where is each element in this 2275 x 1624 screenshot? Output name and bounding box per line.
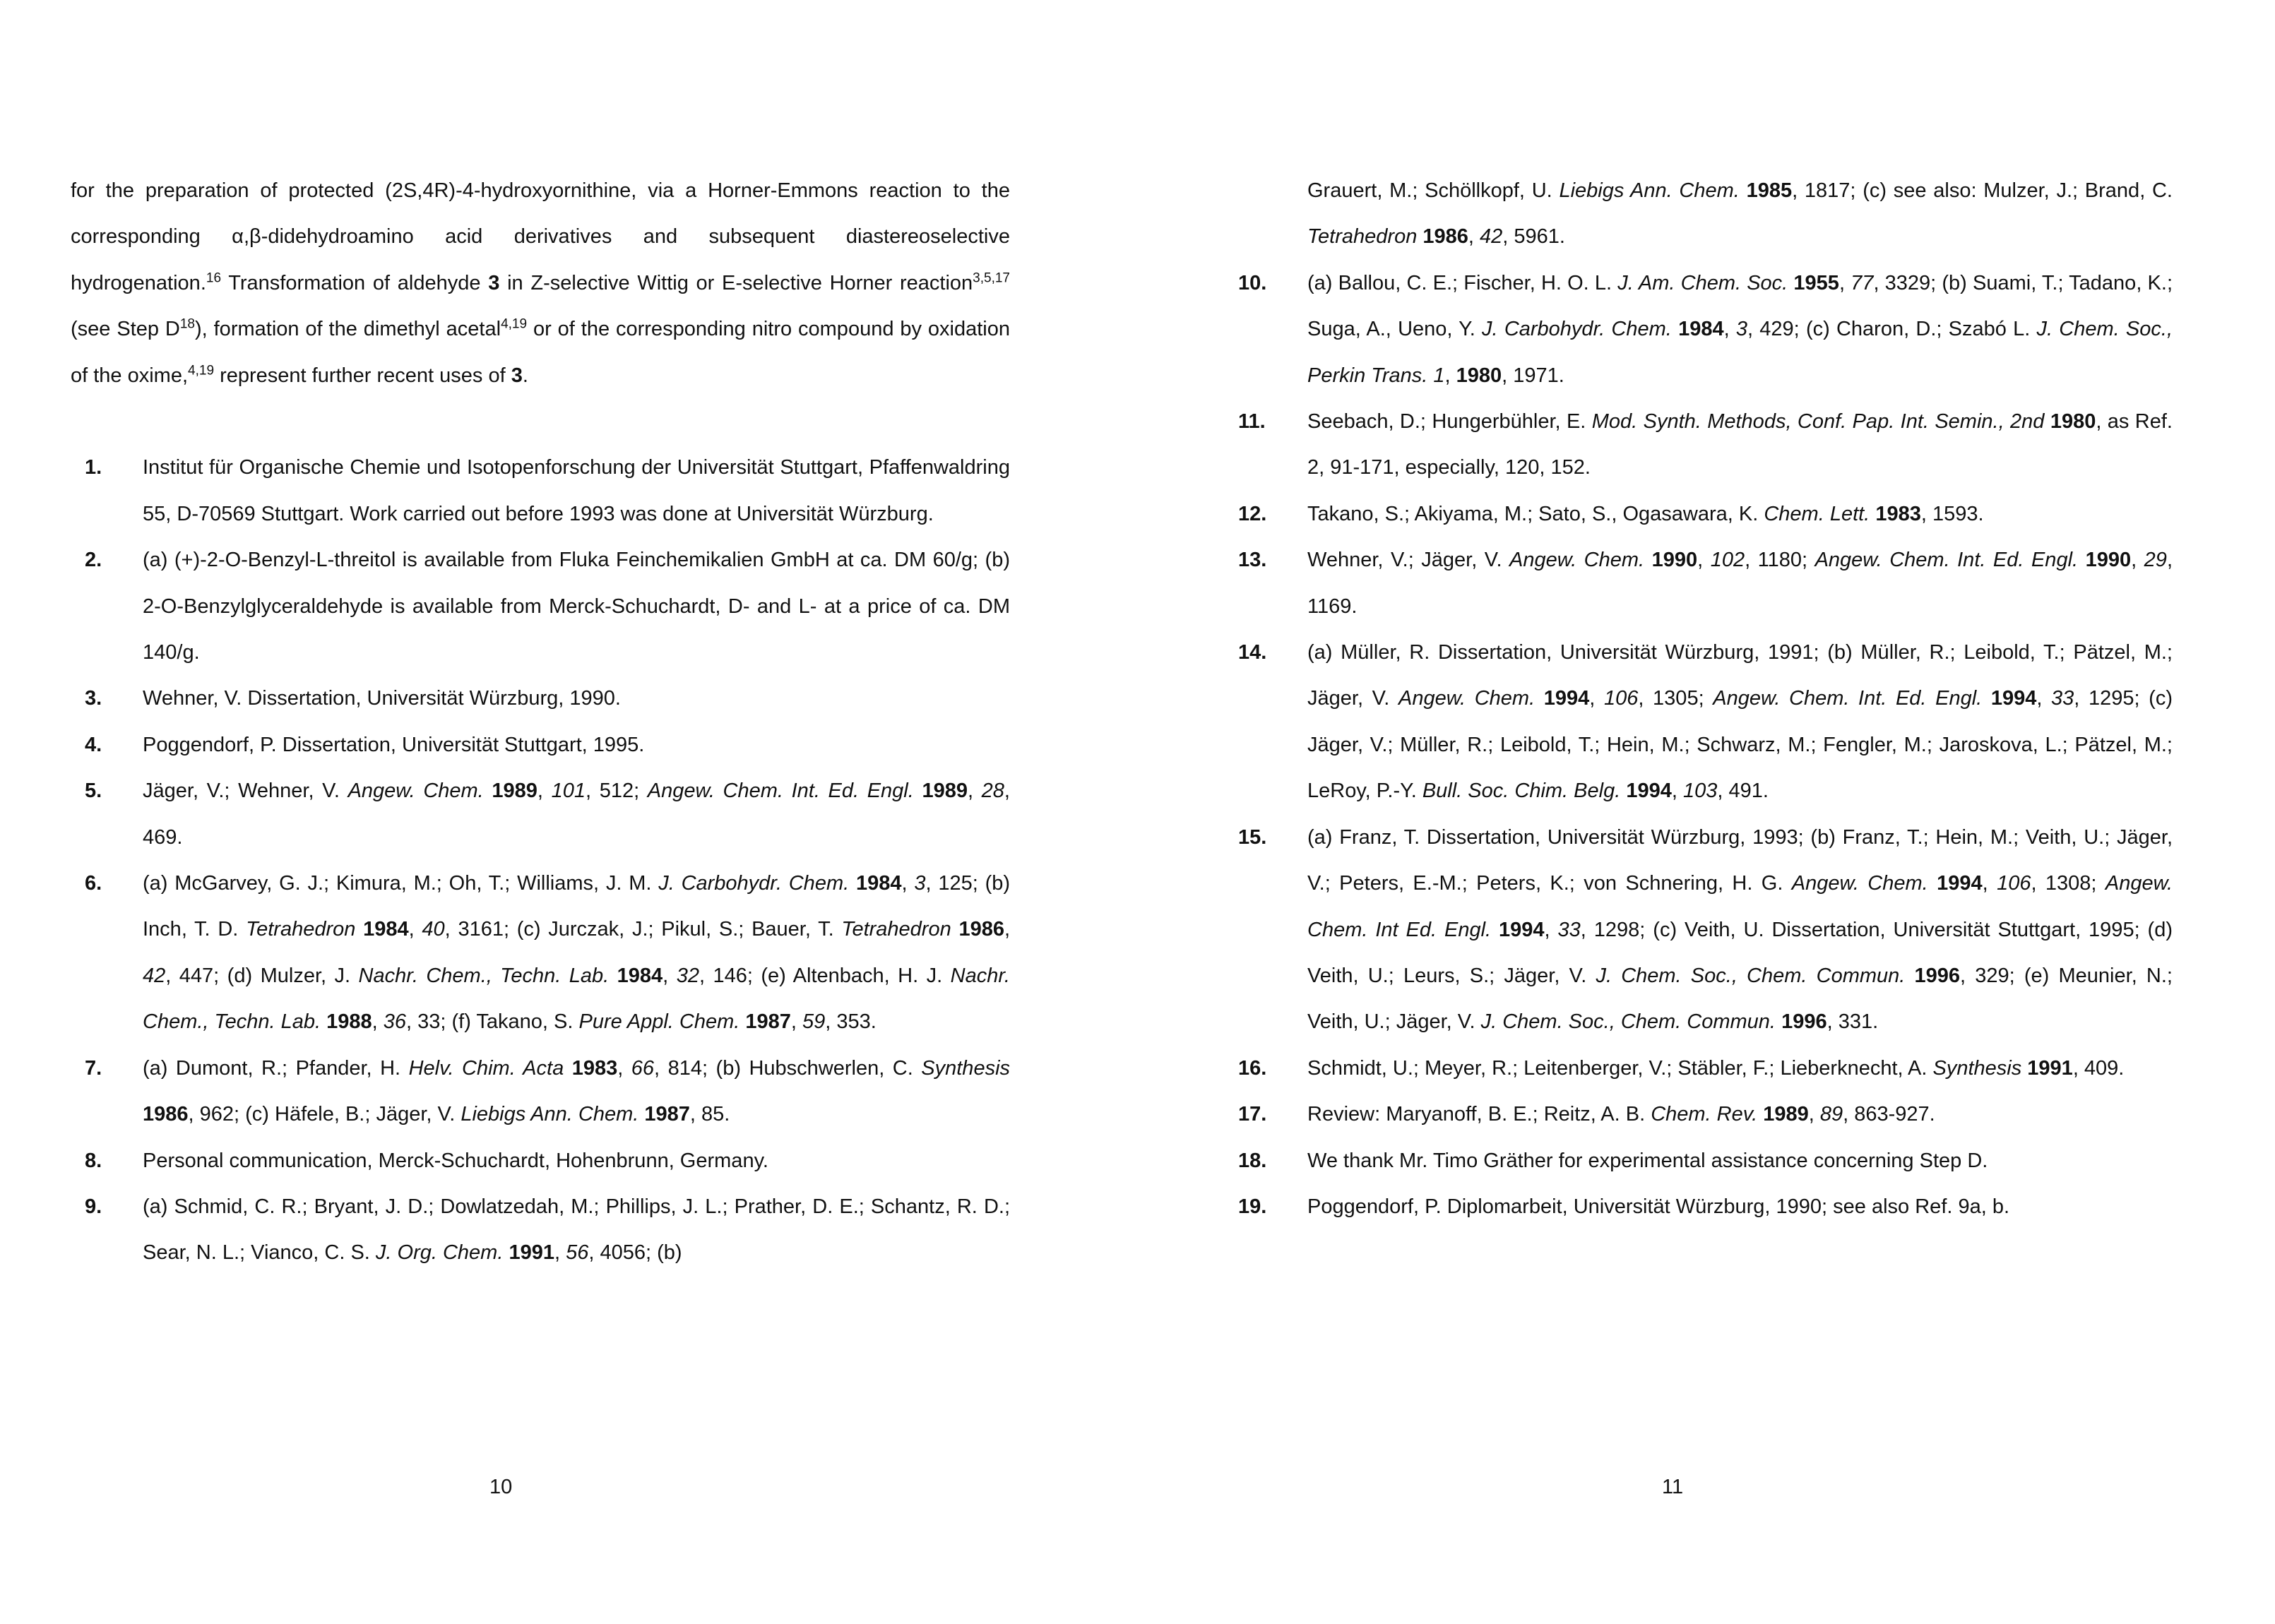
bold-text: 1980: [1456, 364, 1502, 387]
reference-item: [1238, 491, 2173, 537]
bold-text: 1989: [922, 780, 968, 803]
bold-text: 1994: [1626, 780, 1672, 803]
text-run: ,: [1839, 271, 1851, 294]
bold-text: 1990: [1651, 549, 1698, 572]
text-run: [2044, 410, 2050, 433]
text-run: , 331.: [1826, 1010, 1879, 1034]
text-run: (a) McGarvey, G. J.; Kimura, M.; Oh, T.; Williams, J. M.: [143, 872, 659, 895]
reference-item: [71, 768, 1010, 861]
italic-text: Angew. Chem. Int. Ed. Engl.: [647, 780, 914, 803]
text-run: [2078, 549, 2086, 571]
text-run: [609, 965, 617, 987]
text-run: Schmidt, U.; Meyer, R.; Leitenberger, V.; Stäbler, F.; Lieberknecht, A.: [1307, 1056, 1933, 1080]
text-run: ,: [554, 1241, 566, 1265]
italic-text: 101: [551, 780, 586, 803]
reference-item: [1238, 815, 2173, 1046]
reference-item: [1238, 168, 2173, 261]
italic-text: Liebigs Ann. Chem.: [1559, 179, 1740, 202]
bold-text: 3: [511, 364, 523, 387]
text-run: ,: [1468, 225, 1480, 249]
text-run: [1982, 687, 1991, 710]
reference-number: 15.: [1238, 825, 1267, 849]
text-run: , 4056; (b): [588, 1241, 682, 1265]
text-run: ,: [1544, 918, 1558, 941]
bold-text: 1994: [1499, 918, 1545, 941]
bold-text: 1987: [644, 1103, 690, 1126]
text-run: ,: [372, 1010, 384, 1034]
text-run: ,: [1723, 318, 1736, 341]
italic-text: J. Chem. Soc., Chem. Commun.: [1596, 964, 1906, 987]
text-run: Seebach, D.; Hungerbühler, E.: [1307, 410, 1592, 434]
reference-number: 1.: [85, 456, 102, 479]
text-run: Transformation of aldehyde: [221, 271, 489, 294]
reference-text: [143, 537, 1010, 676]
italic-text: Angew. Chem.: [348, 780, 484, 803]
italic-text: 40: [422, 918, 445, 941]
reference-number: 9.: [85, 1195, 102, 1218]
reference-number: 4.: [85, 733, 102, 756]
bold-text: 1991: [2027, 1056, 2073, 1080]
text-run: [1928, 872, 1937, 895]
text-run: [1535, 687, 1544, 710]
text-run: , 5961.: [1502, 225, 1565, 249]
italic-text: Tetrahedron: [1307, 225, 1418, 249]
bold-text: 1984: [363, 918, 409, 941]
reference-item: [1238, 537, 2173, 630]
italic-text: 103: [1682, 780, 1718, 803]
bold-text: 1991: [509, 1241, 554, 1265]
text-run: , 1295; (c) Jäger, V.; Müller, R.; Leibold, T.; Hein, M.; Schwarz, M.; Fengler, M.; Jaroskova, L.; Pätzel, M.; LeRoy, P.-Y.: [1307, 687, 2173, 803]
citation-superscript: 16: [206, 270, 222, 286]
reference-item: [71, 445, 1010, 537]
bold-text: 1988: [326, 1010, 372, 1034]
text-run: [1740, 179, 1747, 202]
text-run: (a) Schmid, C. R.; Bryant, J. D.; Dowlatzedah, M.; Phillips, J. L.; Prather, D. E.; Schantz, R. D.; Sear, N. L.; Vianco, C. S.: [143, 1195, 1010, 1265]
italic-text: 33: [1557, 918, 1581, 941]
text-run: (a) Dumont, R.; Pfander, H.: [143, 1056, 409, 1080]
bold-text: 1987: [745, 1010, 791, 1034]
text-run: for the preparation of protected (2S,4R)-4-hydroxyornithine, via a Horner-Emmons reaction to the corresponding α,β-didehydroamino acid derivatives and subsequent diastereoselective hydrogenation.: [71, 179, 1010, 294]
reference-item: [1238, 261, 2173, 399]
text-run: ,: [1004, 918, 1011, 941]
reference-number: 5.: [85, 780, 102, 803]
text-run: [849, 872, 856, 895]
reference-list: [1238, 168, 2173, 1230]
reference-number: 6.: [85, 872, 102, 895]
reference-item: [71, 537, 1010, 676]
bold-text: 1996: [1914, 964, 1961, 987]
text-run: , 447; (d) Mulzer, J.: [165, 964, 359, 987]
text-run: [1905, 965, 1914, 987]
text-run: , 85.: [689, 1103, 730, 1126]
reference-number: 14.: [1238, 641, 1267, 664]
bold-text: 1980: [2050, 410, 2096, 434]
text-run: ,: [663, 964, 677, 987]
reference-number: 18.: [1238, 1149, 1267, 1172]
reference-text: [143, 1046, 1010, 1138]
text-run: , 3161; (c) Jurczak, J.; Pikul, S.; Bauer, T.: [444, 918, 842, 941]
text-run: , 409.: [2072, 1056, 2125, 1080]
text-run: Review: Maryanoff, B. E.; Reitz, A. B.: [1307, 1103, 1651, 1126]
italic-text: 102: [1710, 549, 1745, 572]
text-run: ,: [617, 1056, 631, 1080]
text-run: , 512;: [586, 780, 648, 803]
text-run: represent further recent uses of: [214, 364, 511, 387]
bold-text: 1984: [617, 964, 663, 987]
citation-superscript: 4,19: [188, 362, 215, 378]
reference-text: [1307, 399, 2173, 491]
reference-text: [143, 722, 1010, 768]
italic-text: Tetrahedron: [841, 918, 951, 941]
italic-text: Chem. Lett.: [1764, 502, 1870, 525]
italic-text: Angew. Chem. Int. Ed. Engl.: [1814, 549, 2079, 572]
italic-text: 36: [383, 1010, 406, 1034]
text-run: Poggendorf, P. Dissertation, Universität Stuttgart, 1995.: [143, 733, 645, 756]
text-run: [951, 918, 959, 941]
text-run: (a) Müller, R. Dissertation, Universität Würzburg, 1991; (b) Müller, R.; Leibold, T.; Pätzel, M.; Jäger, V.: [1307, 641, 2173, 710]
bold-text: 1989: [1763, 1103, 1809, 1126]
italic-text: Helv. Chim. Acta: [408, 1056, 564, 1080]
bold-text: 1986: [1422, 225, 1468, 249]
intro-paragraph: [71, 168, 1010, 399]
bold-text: 1985: [1746, 179, 1793, 202]
text-run: We thank Mr. Timo Gräther for experimental assistance concerning Step D.: [1307, 1149, 1988, 1172]
text-run: .: [522, 364, 528, 387]
italic-text: 32: [676, 964, 699, 987]
reference-text: [1307, 1138, 2173, 1184]
citation-superscript: 18: [179, 316, 195, 332]
page-number: 11: [1662, 1476, 1684, 1498]
text-run: , 1298; (c) Veith, U. Dissertation, Universität Stuttgart, 1995; (d) Veith, U.; Leurs, S.; Jäger, V.: [1307, 918, 2173, 987]
italic-text: 56: [566, 1241, 589, 1265]
text-run: ,: [1589, 687, 1604, 710]
reference-text: [1307, 1046, 2173, 1092]
text-run: ,: [408, 918, 422, 941]
italic-text: Nachr. Chem., Techn. Lab.: [358, 964, 610, 987]
text-run: , 429; (c) Charon, D.; Szabó L.: [1747, 318, 2037, 341]
italic-text: Synthesis: [1932, 1056, 2022, 1080]
italic-text: Angew. Chem. Int. Ed. Engl.: [1713, 687, 1983, 710]
reference-text: [143, 1138, 1010, 1184]
text-run: [1644, 549, 1652, 571]
text-run: , 469.: [143, 780, 1010, 849]
bold-text: 1986: [958, 918, 1004, 941]
text-run: , 962; (c) Häfele, B.; Jäger, V.: [188, 1103, 461, 1126]
text-run: ,: [1444, 364, 1456, 387]
text-run: Jäger, V.; Wehner, V.: [143, 780, 348, 803]
text-run: , 1817; (c) see also: Mulzer, J.; Brand, C.: [1792, 179, 2173, 202]
italic-text: 66: [631, 1056, 655, 1080]
reference-number: 3.: [85, 687, 102, 710]
italic-text: 42: [143, 964, 166, 987]
text-run: , 329; (e) Meunier, N.; Veith, U.; Jäger, V.: [1307, 964, 2173, 1034]
reference-number: 8.: [85, 1149, 102, 1172]
text-run: , 125; (b) Inch, T. D.: [143, 872, 1011, 941]
text-run: Grauert, M.; Schöllkopf, U.: [1307, 179, 1560, 202]
text-run: , 146; (e) Altenbach, H. J.: [699, 964, 951, 987]
text-run: , 1169.: [1307, 549, 2173, 618]
reference-text: [1307, 815, 2173, 1046]
reference-item: [1238, 630, 2173, 815]
text-run: , 1308;: [2031, 872, 2105, 895]
citation-superscript: 4,19: [501, 316, 528, 332]
italic-text: Angew. Chem. Int Ed. Engl.: [1307, 872, 2173, 941]
text-run: (a) Franz, T. Dissertation, Universität Würzburg, 1993; (b) Franz, T.; Hein, M.; Veith, U.; Jäger, V.; Peters, E.-M.; Peters, K.; von Schnering, H. G.: [1307, 825, 2173, 895]
bold-text: 1984: [1678, 318, 1724, 341]
text-run: [1491, 919, 1499, 941]
text-run: , 491.: [1717, 780, 1769, 803]
text-run: [1757, 1103, 1763, 1126]
reference-number: 10.: [1238, 271, 1267, 294]
text-run: ,: [2131, 549, 2144, 572]
reference-number: 2.: [85, 549, 102, 572]
reference-number: 11.: [1238, 410, 1266, 434]
bold-text: 3: [488, 271, 500, 294]
italic-text: J. Carbohydr. Chem.: [658, 872, 850, 895]
reference-item: [71, 1138, 1010, 1184]
bold-text: 1986: [143, 1103, 189, 1126]
italic-text: 106: [1603, 687, 1639, 710]
italic-text: Pure Appl. Chem.: [578, 1010, 740, 1034]
reference-item: [71, 1184, 1010, 1277]
text-run: [355, 918, 363, 941]
reference-text: [143, 861, 1010, 1046]
italic-text: 28: [981, 780, 1004, 803]
italic-text: 59: [802, 1010, 826, 1034]
reference-text: [1307, 168, 2173, 261]
italic-text: Angew. Chem.: [1791, 872, 1928, 895]
reference-text: [1307, 1092, 2173, 1138]
reference-text: [1307, 491, 2173, 537]
right-page: [1238, 168, 2173, 1230]
italic-text: J. Carbohydr. Chem.: [1482, 318, 1672, 341]
text-run: ,: [901, 872, 915, 895]
reference-item: [1238, 1092, 2173, 1138]
text-run: [1776, 1010, 1781, 1033]
reference-text: [143, 768, 1010, 861]
bold-text: 1983: [1875, 502, 1921, 525]
text-run: Wehner, V. Dissertation, Universität Würzburg, 1990.: [143, 687, 621, 710]
text-run: , 1305;: [1638, 687, 1713, 710]
italic-text: 3: [1735, 318, 1748, 341]
italic-text: J. Chem. Soc., Perkin Trans. 1: [1307, 318, 2173, 387]
text-run: ,: [790, 1010, 802, 1034]
text-run: [321, 1010, 326, 1033]
text-run: ,: [1808, 1103, 1820, 1126]
italic-text: 106: [1997, 872, 2031, 895]
text-run: [1672, 318, 1678, 340]
reference-item: [71, 1046, 1010, 1138]
text-run: Institut für Organische Chemie und Isotopenforschung der Universität Stuttgart, Pfaffenwaldring 55, D-70569 Stuttgart. Work carried out before 1993 was done at Universität Würzburg.: [143, 456, 1010, 525]
text-run: ,: [1697, 549, 1711, 572]
italic-text: J. Org. Chem.: [375, 1241, 504, 1265]
text-run: , 863-927.: [1843, 1103, 1935, 1126]
text-run: , 3329; (b) Suami, T.; Tadano, K.; Suga, A., Ueno, Y.: [1307, 271, 2173, 341]
text-run: , 1180;: [1745, 549, 1815, 572]
italic-text: 77: [1851, 271, 1874, 294]
reference-item: [1238, 1184, 2173, 1230]
italic-text: J. Am. Chem. Soc.: [1617, 271, 1788, 294]
bold-text: 1994: [1937, 872, 1983, 895]
italic-text: 29: [2144, 549, 2167, 572]
text-run: ), formation of the dimethyl acetal: [195, 318, 501, 341]
text-run: (a) (+)-2-O-Benzyl-L-threitol is available from Fluka Feinchemikalien GmbH at ca. DM 60/g; (b) 2-O-Benzylglyceraldehyde is available from Merck-Schuchardt, D- and L- at a price of ca. DM 140/g.: [143, 549, 1010, 664]
reference-number: 7.: [85, 1056, 102, 1080]
italic-text: 3: [914, 872, 926, 895]
reference-number: 19.: [1238, 1195, 1267, 1218]
reference-text: [1307, 261, 2173, 399]
italic-text: Mod. Synth. Methods, Conf. Pap. Int. Semin., 2nd: [1591, 410, 2045, 434]
reference-number: [1238, 168, 1307, 261]
reference-item: [1238, 1138, 2173, 1184]
reference-number: 17.: [1238, 1103, 1267, 1126]
text-run: , as Ref. 2, 91-171, especially, 120, 152.: [1307, 410, 2173, 479]
reference-list: [71, 445, 1010, 1276]
reference-item: [71, 676, 1010, 722]
reference-text: [143, 1184, 1010, 1277]
page-number: 10: [489, 1476, 513, 1498]
reference-item: [71, 861, 1010, 1046]
text-run: , 33; (f) Takano, S.: [406, 1010, 579, 1034]
text-run: Wehner, V.; Jäger, V.: [1307, 549, 1510, 572]
text-run: (a) Ballou, C. E.; Fischer, H. O. L.: [1307, 271, 1618, 294]
bold-text: 1994: [1990, 687, 2037, 710]
italic-text: J. Chem. Soc., Chem. Commun.: [1480, 1010, 1776, 1034]
reference-item: [1238, 399, 2173, 491]
text-run: , 353.: [825, 1010, 877, 1034]
reference-text: [1307, 1184, 2173, 1230]
text-run: in Z-selective Wittig or E-selective Horner reaction: [499, 271, 973, 294]
text-run: or of the corresponding nitro compound by oxidation of the oxime,: [71, 318, 1010, 387]
left-page: [71, 168, 1010, 1277]
bold-text: 1990: [2085, 549, 2132, 572]
italic-text: Angew. Chem.: [1398, 687, 1536, 710]
reference-item: [71, 722, 1010, 768]
italic-text: Bull. Soc. Chim. Belg.: [1422, 780, 1621, 803]
italic-text: Nachr. Chem., Techn. Lab.: [143, 964, 1010, 1034]
bold-text: 1983: [571, 1056, 618, 1080]
reference-number: 16.: [1238, 1056, 1267, 1080]
italic-text: 33: [2051, 687, 2074, 710]
text-run: , 1593.: [1920, 502, 1984, 525]
bold-text: 1989: [492, 780, 537, 803]
italic-text: 42: [1480, 225, 1503, 249]
bold-text: 1984: [855, 872, 902, 895]
reference-number: 13.: [1238, 549, 1267, 572]
text-run: ,: [537, 780, 552, 803]
text-run: ,: [1671, 780, 1683, 803]
text-run: ,: [1982, 872, 1997, 895]
reference-item: [1238, 1046, 2173, 1092]
text-run: (see Step D: [71, 318, 180, 341]
citation-superscript: 3,5,17: [973, 270, 1010, 286]
bold-text: 1994: [1543, 687, 1590, 710]
text-run: ,: [2036, 687, 2052, 710]
text-run: Poggendorf, P. Diplomarbeit, Universität Würzburg, 1990; see also Ref. 9a, b.: [1307, 1195, 2010, 1218]
text-run: ,: [967, 780, 982, 803]
text-run: Personal communication, Merck-Schuchardt, Hohenbrunn, Germany.: [143, 1149, 768, 1172]
text-run: [484, 780, 492, 802]
text-run: , 1971.: [1502, 364, 1564, 387]
italic-text: Synthesis: [921, 1056, 1011, 1080]
italic-text: Tetrahedron: [246, 918, 356, 941]
reference-text: [1307, 537, 2173, 630]
bold-text: 1996: [1781, 1010, 1827, 1034]
italic-text: Angew. Chem.: [1509, 549, 1645, 572]
text-run: Takano, S.; Akiyama, M.; Sato, S., Ogasawara, K.: [1307, 502, 1764, 525]
text-run: [914, 780, 922, 802]
reference-number: 12.: [1238, 502, 1267, 525]
italic-text: 89: [1819, 1103, 1843, 1126]
bold-text: 1955: [1793, 271, 1839, 294]
italic-text: Chem. Rev.: [1651, 1103, 1758, 1126]
text-run: [564, 1057, 572, 1080]
italic-text: Liebigs Ann. Chem.: [461, 1103, 639, 1126]
reference-text: [1307, 630, 2173, 815]
reference-text: [143, 676, 1010, 722]
reference-text: [143, 445, 1010, 537]
text-run: , 814; (b) Hubschwerlen, C.: [654, 1056, 922, 1080]
